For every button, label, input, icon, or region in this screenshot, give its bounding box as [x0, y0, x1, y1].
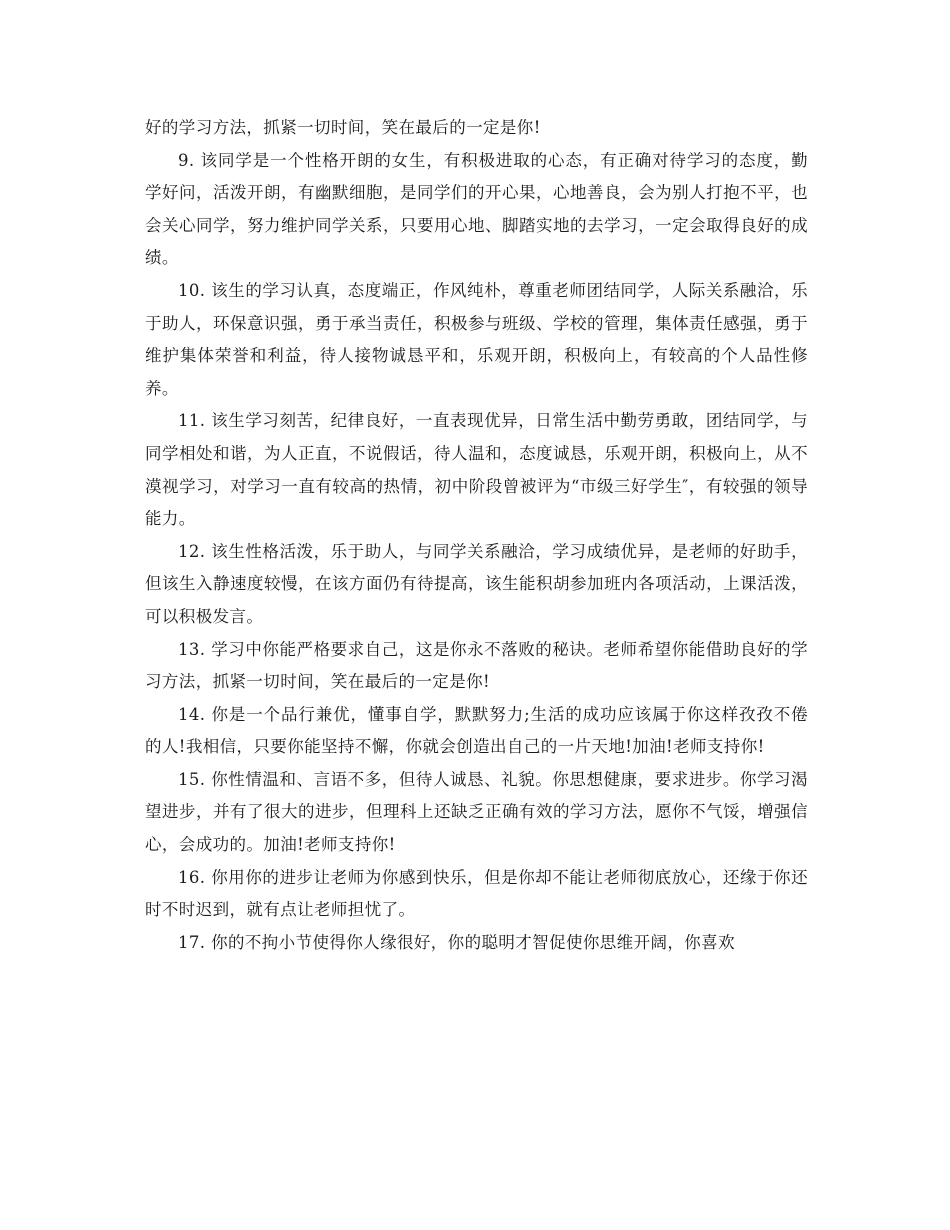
paragraph-item-17: 17. 你的不拘小节使得你人缘很好，你的聪明才智促使你思维开阔，你喜欢 [178, 932, 735, 952]
paragraph-item-16: 16. 你用你的进步让老师为你感到快乐，但是你却不能让老师彻底放心，还缘于你还时不时迟到，就有点让老师担忧了。 [145, 867, 808, 920]
paragraph-item-14: 14. 你是一个品行兼优，懂事自学，默默努力;生活的成功应该属于你这样孜孜不倦的人!我相信，只要你能坚持不懈，你就会创造出自己的一片天地!加油!老师支持你! [145, 704, 808, 757]
paragraph-item-9: 9. 该同学是一个性格开朗的女生，有积极进取的心态，有正确对待学习的态度，勤学好问，活泼开朗，有幽默细胞，是同学们的开心果，心地善良，会为别人打抱不平，也会关心同学，努力维护同学关系，只要用心地、脚踏实地的去学习，一定会取得良好的成绩。 [145, 150, 808, 268]
paragraph-item-15: 15. 你性情温和、言语不多，但待人诚恳、礼貌。你思想健康，要求进步。你学习渴望进步，并有了很大的进步，但理科上还缺乏正确有效的学习方法，愿你不气馁，增强信心，会成功的。加油!老师支持你! [145, 769, 808, 855]
paragraph-item-10: 10. 该生的学习认真，态度端正，作风纯朴，尊重老师团结同学，人际关系融洽，乐于助人，环保意识强，勇于承当责任，积极参与班级、学校的管理，集体责任感强，勇于维护集体荣誉和利益，待人接物诚恳平和，乐观开朗，积极向上，有较高的个人品性修养。 [145, 280, 808, 398]
document-page [145, 112, 808, 959]
paragraph-item-12: 12. 该生性格活泼，乐于助人，与同学关系融洽，学习成绩优异，是老师的好助手，但该生入静速度较慢，在该方面仍有待提高，该生能积胡参加班内各项活动，上课活泼，可以积极发言。 [145, 541, 808, 626]
paragraph-item-11: 11. 该生学习刻苦，纪律良好，一直表现优异，日常生活中勤劳勇敢，团结同学，与同学相处和谐，为人正直，不说假话，待人温和，态度诚恳，乐观开朗，积极向上，从不漠视学习，对学习一直有较高的热情，初中阶段曾被评为“市级三好学生″，有较强的领导能力。 [145, 411, 808, 529]
paragraph-continuation: 好的学习方法，抓紧一切时间，笑在最后的一定是你! [145, 118, 541, 137]
paragraph-item-13: 13. 学习中你能严格要求自己，这是你永不落败的秘诀。老师希望你能借助良好的学习方法，抓紧一切时间，笑在最后的一定是你! [145, 639, 808, 692]
